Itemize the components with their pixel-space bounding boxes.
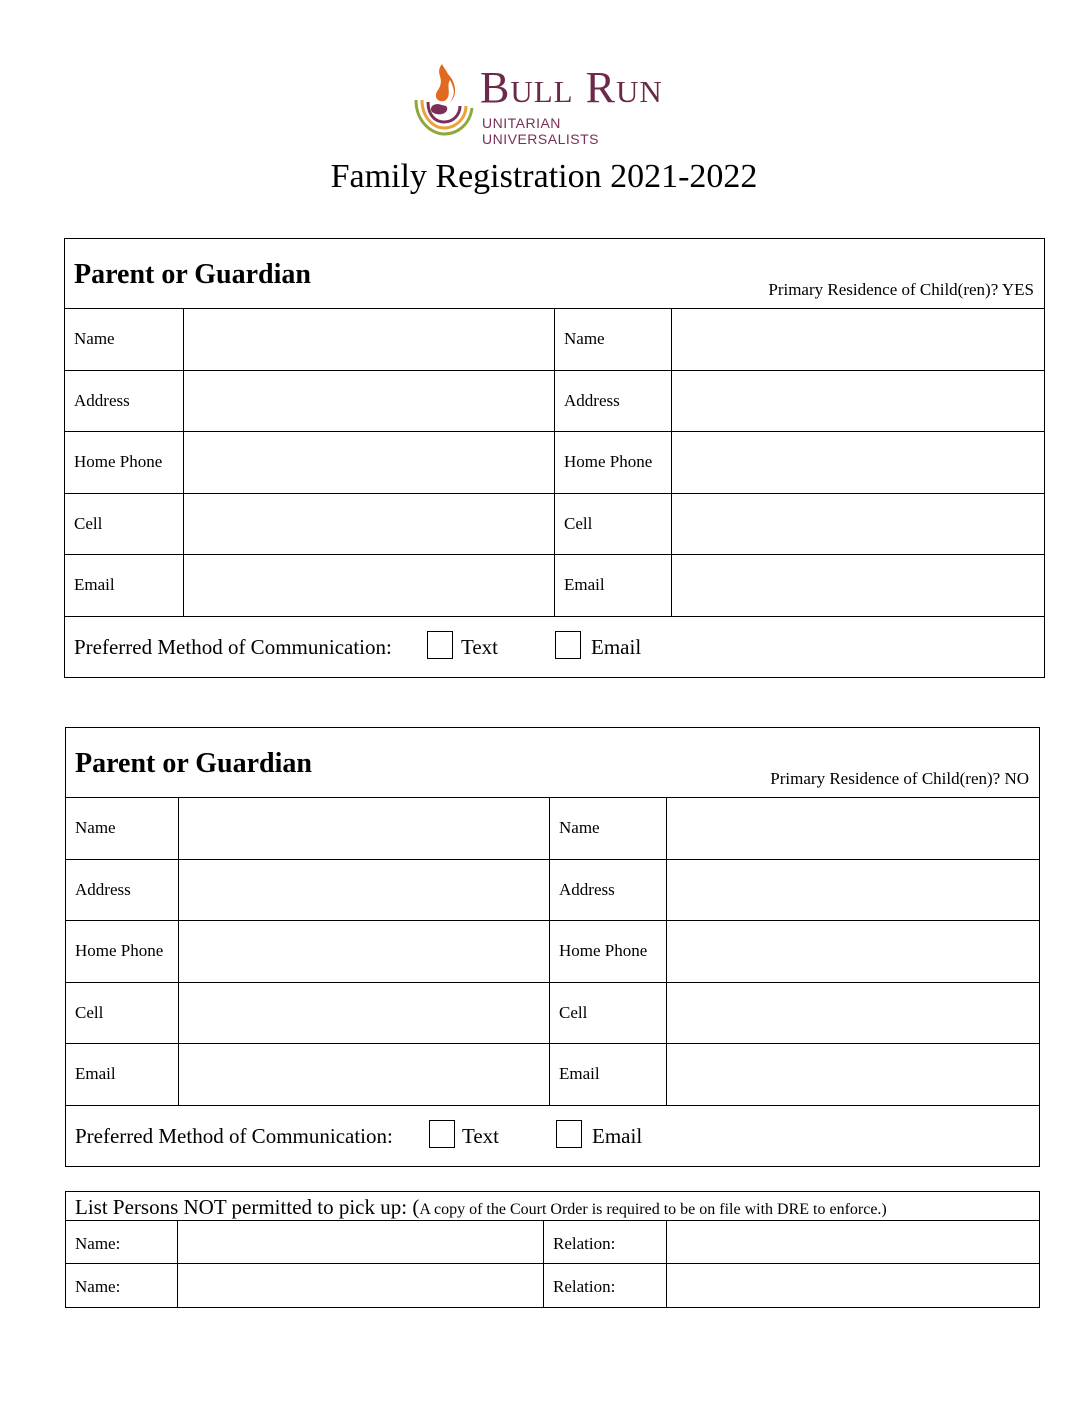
pickup-row: [66, 1264, 1039, 1307]
pickup-row: [66, 1221, 1039, 1264]
field-label: Cell: [555, 494, 672, 555]
field-label: Name: [65, 309, 184, 370]
name-field[interactable]: [672, 309, 1044, 370]
form-row: [65, 309, 1044, 371]
logo-name: Bull Run: [480, 63, 663, 112]
field-label: Email: [555, 555, 672, 616]
name-label: Name:: [66, 1264, 178, 1307]
field-label: Home Phone: [65, 432, 184, 493]
cell-field[interactable]: [179, 983, 550, 1044]
section-header: [65, 239, 1044, 309]
field-label: Address: [555, 371, 672, 432]
field-label: Email: [65, 555, 184, 616]
text-checkbox[interactable]: [427, 631, 453, 659]
form-row: [66, 798, 1039, 860]
text-checkbox[interactable]: [429, 1120, 455, 1148]
name-field[interactable]: [178, 1221, 544, 1263]
relation-field[interactable]: [667, 1264, 1039, 1307]
pickup-header: [66, 1192, 1039, 1221]
field-label: Home Phone: [550, 921, 667, 982]
guardian-section-2: [65, 727, 1040, 1167]
address-field[interactable]: [672, 371, 1044, 432]
field-label: Cell: [66, 983, 179, 1044]
bull-run-logo: [410, 60, 680, 147]
page-title: Family Registration 2021-2022: [330, 158, 758, 195]
name-field[interactable]: [178, 1264, 544, 1307]
field-label: Name: [66, 798, 179, 859]
home-phone-field[interactable]: [667, 921, 1039, 982]
relation-label: Relation:: [544, 1221, 667, 1263]
residence-indicator: Primary Residence of Child(ren)? NO: [770, 769, 1029, 788]
preferred-communication-label: Preferred Method of Communication:: [75, 1123, 393, 1148]
email-field[interactable]: [667, 1044, 1039, 1105]
home-phone-field[interactable]: [179, 921, 550, 982]
name-field[interactable]: [179, 798, 550, 859]
text-option-label: Text: [461, 634, 499, 659]
chalice-flame-icon: [410, 60, 476, 136]
field-label: Home Phone: [66, 921, 179, 982]
field-label: Cell: [550, 983, 667, 1044]
home-phone-field[interactable]: [672, 432, 1044, 493]
residence-indicator: Primary Residence of Child(ren)? YES: [768, 280, 1034, 299]
section-title: Parent or Guardian: [74, 259, 311, 290]
field-label: Email: [66, 1044, 179, 1105]
field-label: Name: [555, 309, 672, 370]
form-row: [65, 371, 1044, 433]
preferred-communication-row: [66, 1106, 1039, 1166]
relation-label: Relation:: [544, 1264, 667, 1307]
field-label: Cell: [65, 494, 184, 555]
email-checkbox[interactable]: [556, 1120, 582, 1148]
form-row: [66, 983, 1039, 1045]
email-option-label: Email: [592, 1123, 643, 1148]
form-row: [65, 494, 1044, 556]
email-field[interactable]: [672, 555, 1044, 616]
home-phone-field[interactable]: [184, 432, 555, 493]
email-field[interactable]: [184, 555, 555, 616]
cell-field[interactable]: [672, 494, 1044, 555]
preferred-communication-row: [65, 617, 1044, 677]
guardian-section-1: [64, 238, 1045, 678]
email-option-label: Email: [591, 634, 642, 659]
email-field[interactable]: [179, 1044, 550, 1105]
form-row: [66, 860, 1039, 922]
relation-field[interactable]: [667, 1221, 1039, 1263]
name-field[interactable]: [667, 798, 1039, 859]
address-field[interactable]: [179, 860, 550, 921]
address-field[interactable]: [667, 860, 1039, 921]
pickup-restrictions-table: [65, 1191, 1040, 1308]
field-label: Address: [65, 371, 184, 432]
pickup-heading: List Persons NOT permitted to pick up: (: [75, 1195, 420, 1219]
email-checkbox[interactable]: [555, 631, 581, 659]
section-header: [66, 728, 1039, 798]
pickup-note: A copy of the Court Order is required to be on file with DRE to enforce.): [419, 1201, 887, 1218]
logo-subtitle: UNITARIAN UNIVERSALISTS: [482, 115, 599, 147]
name-label: Name:: [66, 1221, 178, 1263]
field-label: Address: [66, 860, 179, 921]
field-label: Email: [550, 1044, 667, 1105]
text-option-label: Text: [462, 1123, 500, 1148]
address-field[interactable]: [184, 371, 555, 432]
form-row: [66, 1044, 1039, 1106]
preferred-communication-label: Preferred Method of Communication:: [74, 634, 392, 659]
name-field[interactable]: [184, 309, 555, 370]
cell-field[interactable]: [184, 494, 555, 555]
cell-field[interactable]: [667, 983, 1039, 1044]
form-row: [65, 555, 1044, 617]
form-row: [66, 921, 1039, 983]
field-label: Address: [550, 860, 667, 921]
section-title: Parent or Guardian: [75, 748, 312, 779]
form-row: [65, 432, 1044, 494]
field-label: Name: [550, 798, 667, 859]
field-label: Home Phone: [555, 432, 672, 493]
